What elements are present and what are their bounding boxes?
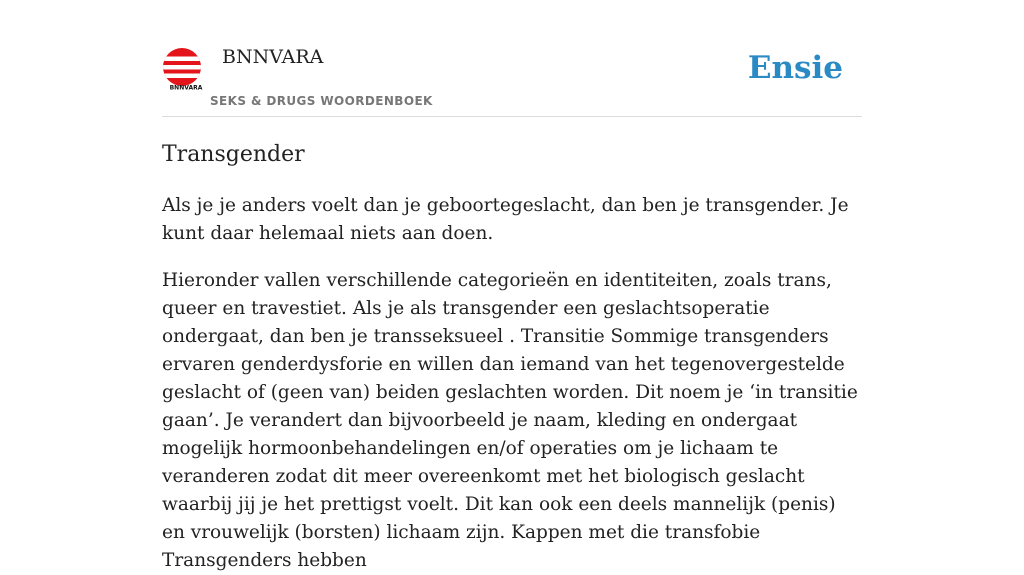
ensie-logo-link[interactable]: Ensie (747, 50, 843, 86)
bnnvara-logo[interactable] (162, 47, 202, 91)
logo-stripe-1 (162, 57, 202, 62)
entry-content (162, 138, 862, 575)
brand-name: BNNVARA (222, 46, 324, 68)
logo-text: BNNVARA (169, 84, 203, 92)
dictionary-subtitle: SEKS & DRUGS WOORDENBOEK (210, 94, 433, 108)
entry-title: Transgender (162, 142, 305, 167)
entry-paragraph-2: Hieronder vallen verschillende categorieën en identiteiten, zoals trans, queer en travestiet. Als je als transgender een geslachtsoperatie ondergaat, dan ben je transseksueel . Transitie Sommige transgenders ervaren genderdysforie en willen dan iemand van het tegenovergestelde geslacht of (geen van) beiden geslachten worden. Dit noem je ‘in transitie gaan’. Je verandert dan bijvoorbeeld je naam, kleding en ondergaat mogelijk hormoonbehandelingen en/of operaties om je lichaam te veranderen zodat dit meer overeenkomt met het biologisch geslacht waarbij jij je het prettigst voelt. Dit kan ook een deels mannelijk (penis) en vrouwelijk (borsten) lichaam zijn. Kappen met die transfobie Transgenders hebben (162, 270, 858, 571)
entry-paragraph-1: Als je je anders voelt dan je geboortegeslacht, dan ben je transgender. Je kunt daar helemaal niets aan doen. (162, 195, 849, 244)
logo-stripe-2 (162, 65, 202, 70)
page-header (162, 0, 862, 117)
logo-stripe-3 (162, 74, 202, 79)
